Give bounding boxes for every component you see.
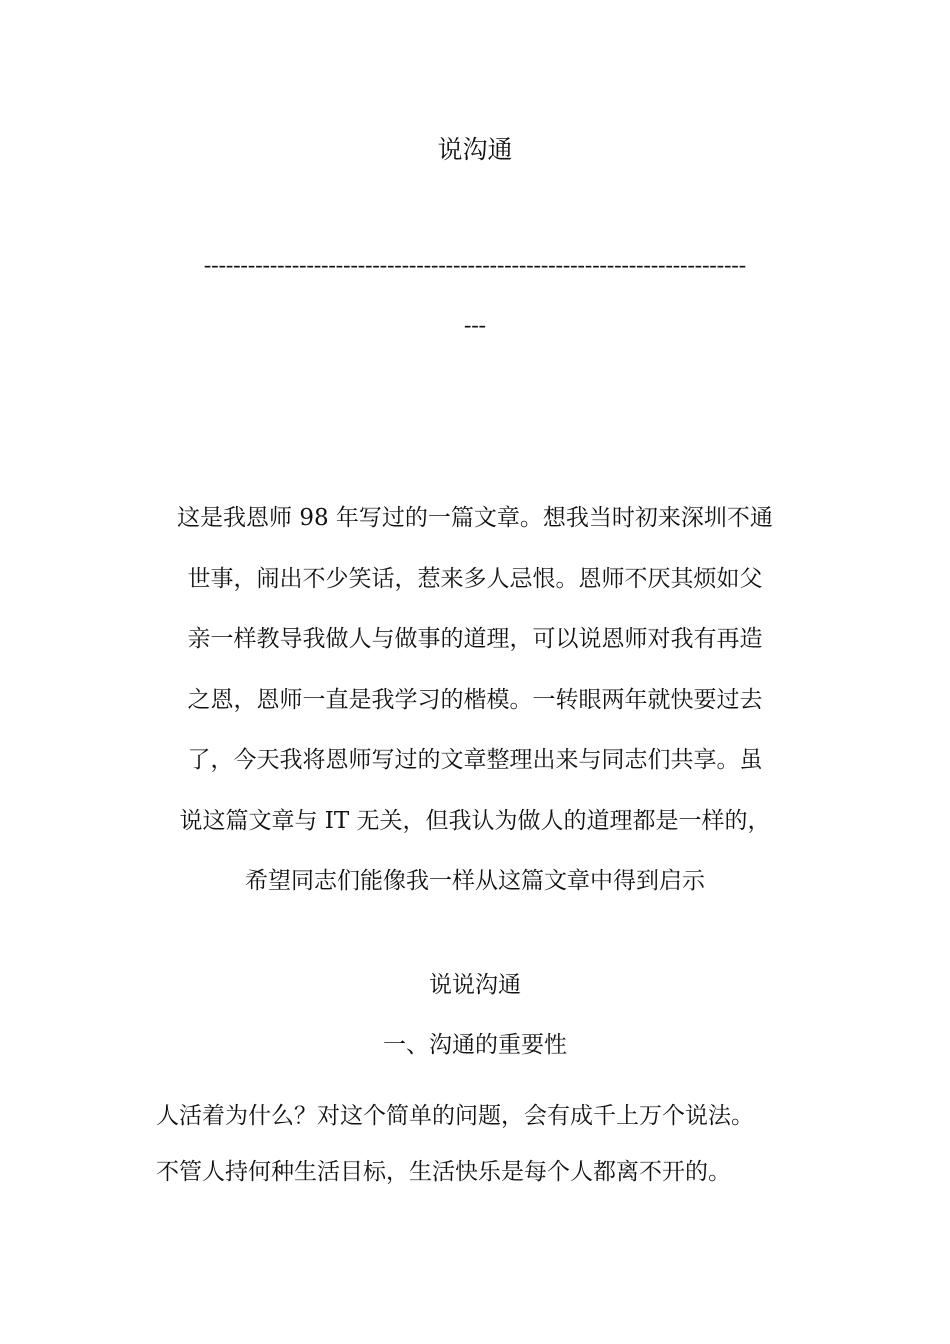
intro-line: 这是我恩师 98 年写过的一篇文章。想我当时初来深圳不通	[177, 505, 773, 531]
section-title: 说说沟通	[429, 972, 521, 998]
intro-line: 世事，闹出不少笑话，惹来多人忌恨。恩师不厌其烦如父	[187, 565, 763, 592]
intro-line: 希望同志们能像我一样从这篇文章中得到启示	[245, 868, 705, 894]
separator-line-tail: ---	[464, 312, 486, 337]
intro-line: 亲一样教导我做人与做事的道理，可以说恩师对我有再造	[187, 626, 763, 652]
body-line: 不管人持何种生活目标，生活快乐是每个人都离不开的。	[156, 1159, 731, 1185]
document-title: 说沟通	[437, 135, 513, 164]
separator-line: --------------------------------------------------------------------------	[203, 252, 747, 277]
intro-line: 说这篇文章与 IT 无关，但我认为做人的道理都是一样的，	[179, 807, 771, 834]
body-paragraph	[156, 1088, 816, 1200]
body-line: 人活着为什么？对这个简单的问题，会有成千上万个说法。	[156, 1103, 754, 1129]
intro-paragraph	[148, 488, 802, 912]
section-heading: 一、沟通的重要性	[383, 1032, 567, 1058]
intro-line: 之恩，恩师一直是我学习的楷模。一转眼两年就快要过去	[187, 686, 763, 713]
intro-line: 了，今天我将恩师写过的文章整理出来与同志们共享。虽	[187, 747, 763, 773]
